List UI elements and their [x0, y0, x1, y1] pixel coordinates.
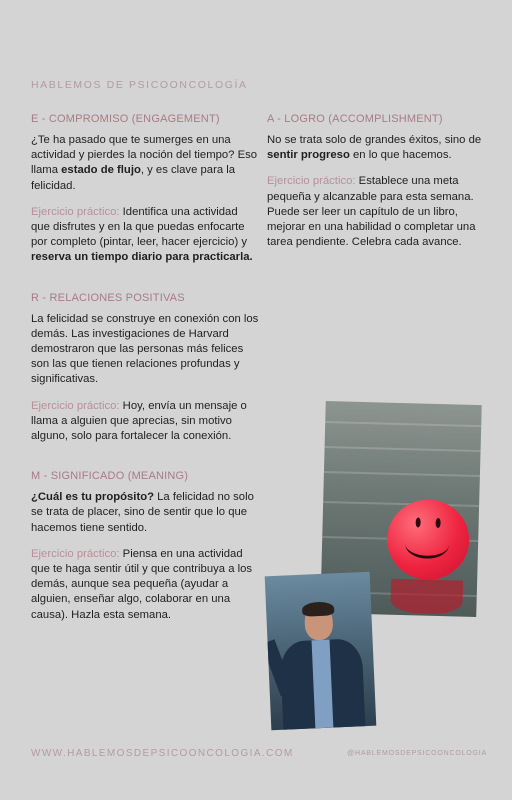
exercise [31, 205, 259, 266]
section-accomplishment [267, 113, 495, 250]
body-text: No se trata solo de grandes éxitos, sino de [267, 134, 482, 146]
footer-handle[interactable]: @HABLEMOSDEPSICOONCOLOGIA [347, 750, 487, 757]
section-title: E - COMPROMISO (ENGAGEMENT) [31, 113, 220, 125]
exercise [31, 399, 259, 445]
section-body: La felicidad se construye en conexión con los demás. Las investigaciones de Harvard demostraron que las personas más felices son las que tienen relaciones profundas y significativas. [31, 312, 259, 386]
body-text: , y es clave para la felicidad. [31, 164, 236, 192]
section-title: R - RELACIONES POSITIVAS [31, 291, 185, 304]
section-body [267, 133, 495, 163]
body-text: La felicidad no solo se trata de placer, sino de sentir que lo que hacemos tiene sentido. [31, 491, 254, 534]
page-header: HABLEMOS DE PSICOONCOLOGÍA [31, 79, 248, 91]
exercise-text: Piensa en una actividad que te haga sentir útil y que contribuya a los demás, aunque sea pequeña (ayudar a alguien, enseñar algo, colaborar en una causa). Hazla esta semana. [31, 547, 253, 621]
section-engagement [31, 113, 259, 266]
ball-reflection [390, 579, 463, 615]
smiley-face-icon [386, 499, 470, 581]
body-text: ¿Te ha pasado que te sumerges en una actividad y pierdes la noción del tiempo? Eso llama [31, 134, 258, 177]
exercise-label: Ejercicio práctico: [31, 205, 120, 218]
exercise [267, 174, 495, 250]
exercise [31, 547, 259, 623]
laughing-man-photo [265, 572, 377, 730]
exercise-bold: reserva un tiempo diario para practicarla. [31, 251, 253, 264]
footer-website[interactable]: WWW.HABLEMOSDEPSICOONCOLOGIA.COM [31, 748, 294, 759]
body-bold: estado de flujo [61, 164, 141, 177]
exercise-label: Ejercicio práctico: [267, 175, 356, 188]
section-title: A - LOGRO (ACCOMPLISHMENT) [267, 113, 443, 125]
exercise-text: Identifica una actividad que disfrutes y en la que puedas enfocarte por completo (pintar, leer, hacer ejercicio) y [31, 205, 247, 249]
exercise-text: Establece una meta pequeña y alcanzable para esta semana. Puede ser leer un capítulo de un libro, mejorar en una habilidad o completar una tarea pendiente. Celebra cada avance. [267, 175, 476, 249]
section-body [31, 133, 259, 194]
section-meaning [31, 470, 259, 623]
section-title: M - SIGNIFICADO (MEANING) [31, 470, 189, 483]
section-relationships [31, 292, 259, 445]
body-bold: sentir progreso [267, 149, 350, 162]
body-text: en lo que hacemos. [349, 149, 452, 162]
exercise-label: Ejercicio práctico: [31, 547, 120, 560]
body-bold: ¿Cuál es tu propósito? [31, 491, 155, 504]
right-column [267, 113, 495, 250]
exercise-text: Hoy, envía un mensaje o llama a alguien que aprecias, sin motivo alguno, solo para fortalecer la conexión. [31, 399, 247, 443]
left-column [31, 113, 259, 623]
exercise-label: Ejercicio práctico: [31, 399, 120, 412]
section-body [31, 490, 259, 536]
